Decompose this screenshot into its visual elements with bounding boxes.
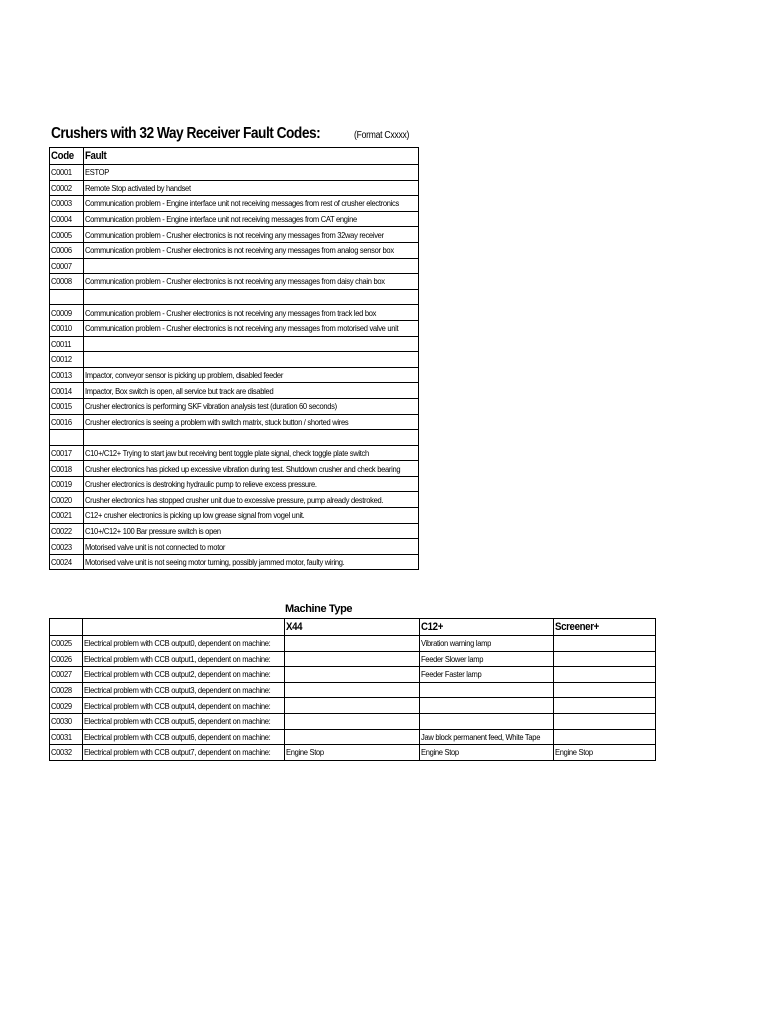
fault-cell: Electrical problem with CCB output5, dependent on machine: [83,713,285,729]
code-cell: C0002 [50,180,84,196]
machine-fault-table [49,618,656,761]
code-cell: C0019 [50,476,84,492]
table-row [50,461,419,477]
table-row [50,729,656,745]
table-row [50,242,419,258]
code-cell: C0030 [50,713,83,729]
table-row [50,508,419,524]
code-cell: C0017 [50,445,84,461]
code-cell: C0016 [50,414,84,430]
fault-cell: Electrical problem with CCB output0, dependent on machine: [83,636,285,652]
page-title: Crushers with 32 Way Receiver Fault Codes: [51,125,321,142]
fault-cell: Communication problem - Engine interface unit not receiving messages from rest of crusher electronics [84,196,419,212]
fault-cell [553,729,655,745]
header-cell: C12+ [419,619,553,636]
header-cell: Fault [84,148,419,165]
table-row [50,523,419,539]
table-row [50,745,656,761]
fault-cell: Electrical problem with CCB output6, dependent on machine: [83,729,285,745]
fault-cell: Crusher electronics has picked up excessive vibration during test. Shutdown crusher and check bearing [84,461,419,477]
table-row [50,554,419,570]
header-cell [83,619,285,636]
code-cell: C0006 [50,242,84,258]
fault-cell: Vibration warning lamp [419,636,553,652]
code-cell: C0014 [50,383,84,399]
code-cell: C0026 [50,651,83,667]
fault-cell: Crusher electronics is performing SKF vibration analysis test (duration 60 seconds) [84,398,419,414]
fault-cell [285,729,419,745]
fault-cell: ESTOP [84,165,419,181]
table-row [50,258,419,274]
table-row [50,227,419,243]
fault-cell [285,682,419,698]
fault-cell: Impactor, conveyor sensor is picking up problem, disabled feeder [84,367,419,383]
code-cell [50,289,84,305]
fault-cell [553,636,655,652]
fault-cell: Remote Stop activated by handset [84,180,419,196]
table-row [50,698,656,714]
table-row [50,713,656,729]
fault-cell [553,682,655,698]
table-row [50,430,419,446]
code-cell: C0009 [50,305,84,321]
header-cell: X44 [285,619,419,636]
code-cell: C0001 [50,165,84,181]
fault-cell: Communication problem - Crusher electronics is not receiving any messages from track led box [84,305,419,321]
fault-cell [285,713,419,729]
header-row [50,619,656,636]
table-row [50,336,419,352]
code-cell: C0027 [50,667,83,683]
table-row [50,414,419,430]
code-cell: C0029 [50,698,83,714]
fault-cell: C10+/C12+ Trying to start jaw but receiving bent toggle plate signal, check toggle plate switch [84,445,419,461]
fault-cell: Engine Stop [419,745,553,761]
fault-cell: Engine Stop [285,745,419,761]
table-row [50,305,419,321]
code-cell: C0021 [50,508,84,524]
title-block [51,125,419,143]
fault-cell [285,636,419,652]
fault-cell [553,667,655,683]
fault-cell [84,430,419,446]
table-row [50,274,419,290]
fault-cell: Electrical problem with CCB output2, dependent on machine: [83,667,285,683]
table-row [50,196,419,212]
code-cell: C0011 [50,336,84,352]
table-row [50,320,419,336]
code-cell: C0018 [50,461,84,477]
header-cell [50,619,83,636]
fault-cell [84,336,419,352]
fault-cell [553,698,655,714]
fault-codes-table [49,147,419,570]
machine-type-label: Machine Type [285,603,353,615]
code-cell: C0007 [50,258,84,274]
header-row [50,148,419,165]
table-row [50,682,656,698]
fault-cell: Feeder Slower lamp [419,651,553,667]
fault-cell [84,289,419,305]
fault-cell: Impactor, Box switch is open, all service but track are disabled [84,383,419,399]
code-cell: C0003 [50,196,84,212]
fault-cell [84,258,419,274]
table-row [50,398,419,414]
fault-cell: C10+/C12+ 100 Bar pressure switch is open [84,523,419,539]
table-row [50,476,419,492]
code-cell: C0031 [50,729,83,745]
fault-cell [419,682,553,698]
code-cell: C0015 [50,398,84,414]
fault-cell: Electrical problem with CCB output4, dependent on machine: [83,698,285,714]
table-row [50,180,419,196]
fault-cell: Communication problem - Crusher electronics is not receiving any messages from 32way receiver [84,227,419,243]
fault-cell [419,698,553,714]
fault-cell: Communication problem - Crusher electronics is not receiving any messages from daisy chain box [84,274,419,290]
code-cell: C0025 [50,636,83,652]
code-cell: C0004 [50,211,84,227]
fault-cell: Communication problem - Crusher electronics is not receiving any messages from analog sensor box [84,242,419,258]
fault-cell: Electrical problem with CCB output3, dependent on machine: [83,682,285,698]
code-cell [50,430,84,446]
table-row [50,445,419,461]
code-cell: C0005 [50,227,84,243]
fault-cell: Motorised valve unit is not connected to motor [84,539,419,555]
fault-cell: Communication problem - Crusher electronics is not receiving any messages from motorised valve unit [84,320,419,336]
fault-cell: Crusher electronics has stopped crusher unit due to excessive pressure, pump already destroked. [84,492,419,508]
table-row [50,492,419,508]
fault-cell: Electrical problem with CCB output1, dependent on machine: [83,651,285,667]
format-note: (Format Cxxxx) [354,130,410,141]
fault-cell: Engine Stop [553,745,655,761]
code-cell: C0024 [50,554,84,570]
fault-cell [285,667,419,683]
table-row [50,636,656,652]
code-cell: C0023 [50,539,84,555]
fault-cell: Electrical problem with CCB output7, dependent on machine: [83,745,285,761]
header-cell: Code [50,148,84,165]
fault-cell: Jaw block permanent feed, White Tape [419,729,553,745]
fault-cell [419,713,553,729]
code-cell: C0008 [50,274,84,290]
fault-cell: Crusher electronics is seeing a problem with switch matrix, stuck button / shorted wires [84,414,419,430]
fault-cell: C12+ crusher electronics is picking up low grease signal from vogel unit. [84,508,419,524]
code-cell: C0032 [50,745,83,761]
fault-cell: Crusher electronics is destroking hydraulic pump to relieve excess pressure. [84,476,419,492]
table-row [50,667,656,683]
table-row [50,165,419,181]
table-row [50,289,419,305]
fault-cell [84,352,419,368]
table-row [50,651,656,667]
code-cell: C0013 [50,367,84,383]
fault-cell [553,651,655,667]
table-row [50,367,419,383]
fault-cell [285,698,419,714]
table-row [50,211,419,227]
code-cell: C0022 [50,523,84,539]
fault-cell [285,651,419,667]
table-row [50,352,419,368]
fault-cell [553,713,655,729]
code-cell: C0012 [50,352,84,368]
fault-cell: Communication problem - Engine interface unit not receiving messages from CAT engine [84,211,419,227]
code-cell: C0020 [50,492,84,508]
table-row [50,383,419,399]
header-cell: Screener+ [553,619,655,636]
fault-cell: Motorised valve unit is not seeing motor turning, possibly jammed motor, faulty wiring. [84,554,419,570]
table-row [50,539,419,555]
code-cell: C0028 [50,682,83,698]
fault-cell: Feeder Faster lamp [419,667,553,683]
code-cell: C0010 [50,320,84,336]
